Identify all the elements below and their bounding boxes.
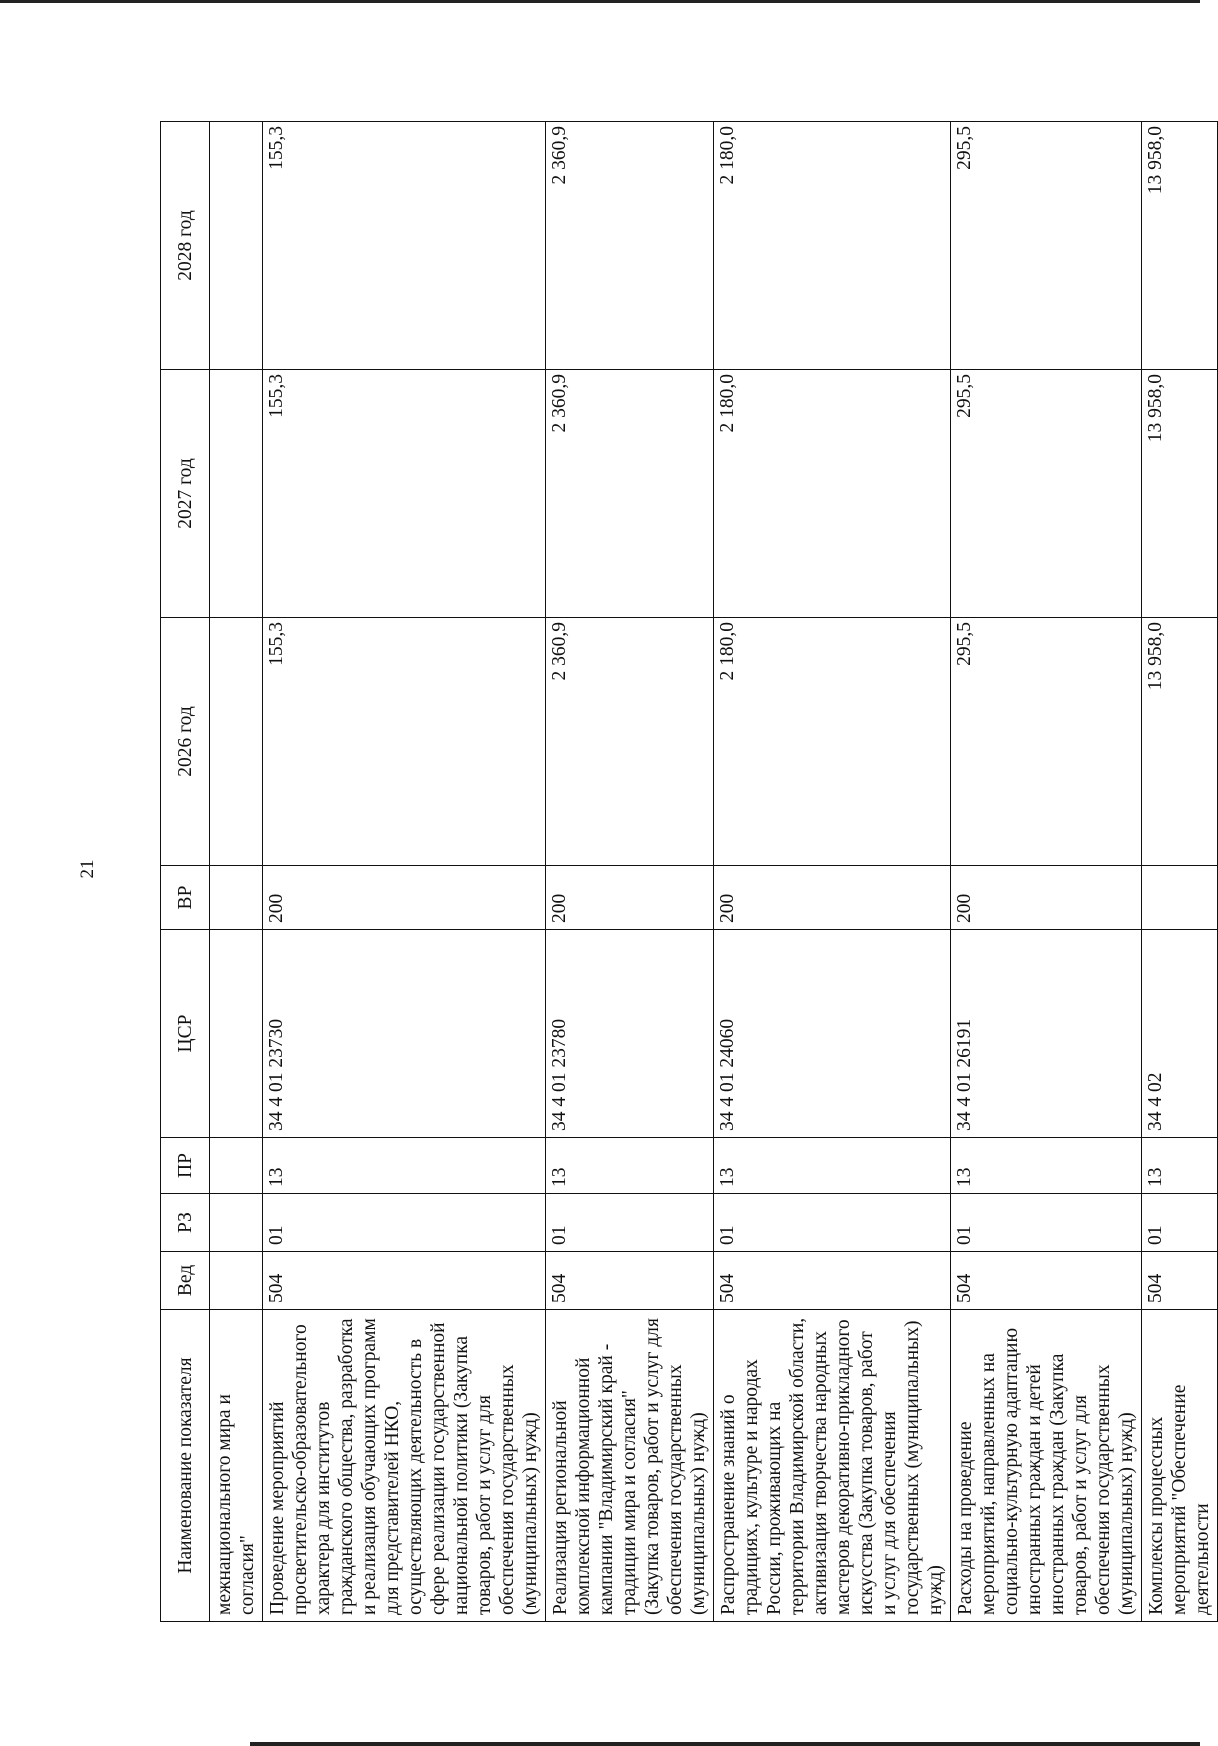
header-csr: ЦСР: [161, 930, 210, 1138]
header-name: Наименование показателя: [161, 1310, 210, 1622]
empty-cell: [210, 1194, 263, 1252]
row-2028: 13 958,0: [1142, 122, 1218, 370]
table-row: [263, 122, 546, 1622]
row-name: Комплексы процессных мероприятий "Обеспечение деятельности: [1142, 1310, 1218, 1622]
row-vr: 200: [263, 866, 546, 930]
empty-cell: [210, 370, 263, 618]
row-2028: 295,5: [951, 122, 1142, 370]
continuation-row: [210, 122, 263, 1622]
row-2026: 13 958,0: [1142, 618, 1218, 866]
empty-cell: [210, 930, 263, 1138]
row-rz: 01: [1142, 1194, 1218, 1252]
row-rz: 01: [714, 1194, 951, 1252]
row-2026: 2 180,0: [714, 618, 951, 866]
row-2027: 155,3: [263, 370, 546, 618]
row-ved: 504: [951, 1252, 1142, 1310]
row-2027: 295,5: [951, 370, 1142, 618]
header-pr: ПР: [161, 1138, 210, 1194]
row-vr: 200: [714, 866, 951, 930]
row-name: Распространение знаний о традициях, культуре и народах России, проживающих на территории Владимирской области, активизация творчества народных мастеров декоративно-прикладного искусства (Закупка товаров, работ и услуг для обеспечения государственных (муниципальных) нужд): [714, 1310, 951, 1622]
row-csr: 34 4 01 23730: [263, 930, 546, 1138]
page-number: 21: [77, 859, 98, 879]
scan-edge-bottom: [250, 1742, 1200, 1746]
row-csr: 34 4 01 23780: [546, 930, 714, 1138]
row-ved: 504: [1142, 1252, 1218, 1310]
rotated-table-container: [160, 122, 1213, 1622]
header-vr: ВР: [161, 866, 210, 930]
header-2026: 2026 год: [161, 618, 210, 866]
row-vr: 200: [951, 866, 1142, 930]
row-pr: 13: [546, 1138, 714, 1194]
row-2028: 2 180,0: [714, 122, 951, 370]
header-2027: 2027 год: [161, 370, 210, 618]
row-2026: 295,5: [951, 618, 1142, 866]
row-pr: 13: [263, 1138, 546, 1194]
budget-table: [160, 121, 1218, 1622]
row-pr: 13: [1142, 1138, 1218, 1194]
table-row: [546, 122, 714, 1622]
row-ved: 504: [546, 1252, 714, 1310]
empty-cell: [210, 1138, 263, 1194]
row-2027: 2 180,0: [714, 370, 951, 618]
header-2028: 2028 год: [161, 122, 210, 370]
row-2028: 2 360,9: [546, 122, 714, 370]
row-csr: 34 4 02: [1142, 930, 1218, 1138]
row-name: Реализация региональной комплексной информационной кампании "Владимирский край - традиции мира и согласия" (Закупка товаров, работ и услуг для обеспечения государственных (муниципальных) нужд): [546, 1310, 714, 1622]
row-pr: 13: [714, 1138, 951, 1194]
header-row: [161, 122, 210, 1622]
row-rz: 01: [263, 1194, 546, 1252]
row-ved: 504: [714, 1252, 951, 1310]
empty-cell: [210, 1252, 263, 1310]
row-2028: 155,3: [263, 122, 546, 370]
row-csr: 34 4 01 26191: [951, 930, 1142, 1138]
table-row: [714, 122, 951, 1622]
empty-cell: [210, 618, 263, 866]
table-row: [1142, 122, 1218, 1622]
row-ved: 504: [263, 1252, 546, 1310]
row-pr: 13: [951, 1138, 1142, 1194]
row-csr: 34 4 01 24060: [714, 930, 951, 1138]
row-name: Проведение мероприятий просветительско-образовательного характера для институтов гражданского общества, разработка и реализация обучающих программ для представителей НКО, осуществляющих деятельность в сфере реализации государственной национальной политики (Закупка товаров, работ и услуг для обеспечения государственных (муниципальных) нужд): [263, 1310, 546, 1622]
scan-edge-top: [0, 0, 1200, 3]
header-ved: Вед: [161, 1252, 210, 1310]
row-2026: 2 360,9: [546, 618, 714, 866]
row-name: Расходы на проведение мероприятий, направленных на социально-культурную адаптацию иностранных граждан и детей иностранных граждан (Закупка товаров, работ и услуг для обеспечения государственных (муниципальных) нужд): [951, 1310, 1142, 1622]
row-vr: [1142, 866, 1218, 930]
row-rz: 01: [546, 1194, 714, 1252]
continuation-text: межнационального мира и согласия": [210, 1310, 263, 1622]
row-rz: 01: [951, 1194, 1142, 1252]
table-row: [951, 122, 1142, 1622]
empty-cell: [210, 122, 263, 370]
row-2027: 2 360,9: [546, 370, 714, 618]
empty-cell: [210, 866, 263, 930]
row-2026: 155,3: [263, 618, 546, 866]
row-2027: 13 958,0: [1142, 370, 1218, 618]
row-vr: 200: [546, 866, 714, 930]
header-rz: РЗ: [161, 1194, 210, 1252]
